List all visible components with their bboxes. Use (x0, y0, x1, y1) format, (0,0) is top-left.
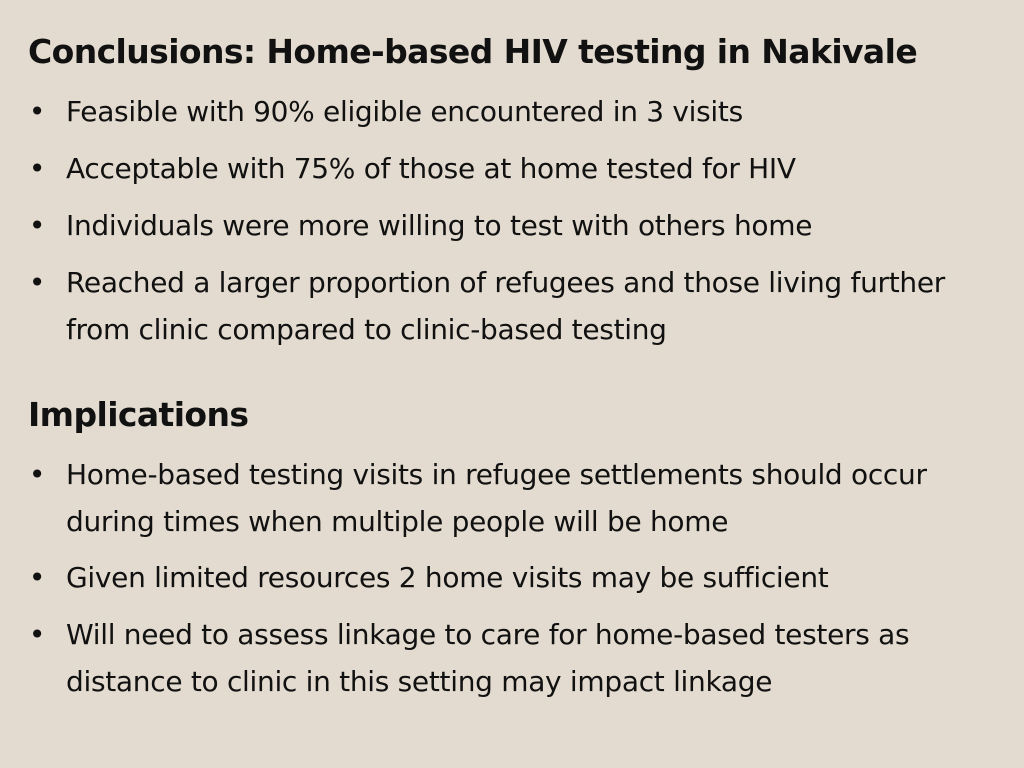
bullet-icon: • (28, 209, 46, 242)
bullet-text: Will need to assess linkage to care for home-based testers as distance to clinic in this setting may impact linkage (66, 618, 910, 698)
bullet-icon: • (28, 266, 46, 299)
list-item (28, 88, 1008, 135)
bullet-icon: • (28, 458, 46, 491)
list-item (28, 259, 1008, 353)
list-item (28, 451, 1008, 545)
bullet-icon: • (28, 618, 46, 651)
bullet-text: Reached a larger proportion of refugees and those living further from clinic compared to clinic-based testing (66, 266, 945, 346)
list-item (28, 611, 1008, 705)
list-item (28, 145, 1008, 192)
list-item (28, 202, 1008, 249)
bullet-icon: • (28, 152, 46, 185)
bullet-text: Acceptable with 75% of those at home tested for HIV (66, 152, 796, 185)
bullet-icon: • (28, 95, 46, 128)
conclusions-heading: Conclusions: Home-based HIV testing in Nakivale (28, 32, 918, 71)
list-item (28, 554, 1008, 601)
implications-list (28, 451, 1008, 714)
bullet-text: Feasible with 90% eligible encountered in 3 visits (66, 95, 743, 128)
bullet-text: Home-based testing visits in refugee settlements should occur during times when multiple people will be home (66, 458, 927, 538)
bullet-text: Given limited resources 2 home visits may be sufficient (66, 561, 829, 594)
conclusions-list (28, 88, 1008, 362)
bullet-icon: • (28, 561, 46, 594)
bullet-text: Individuals were more willing to test with others home (66, 209, 813, 242)
implications-heading: Implications (28, 395, 249, 434)
